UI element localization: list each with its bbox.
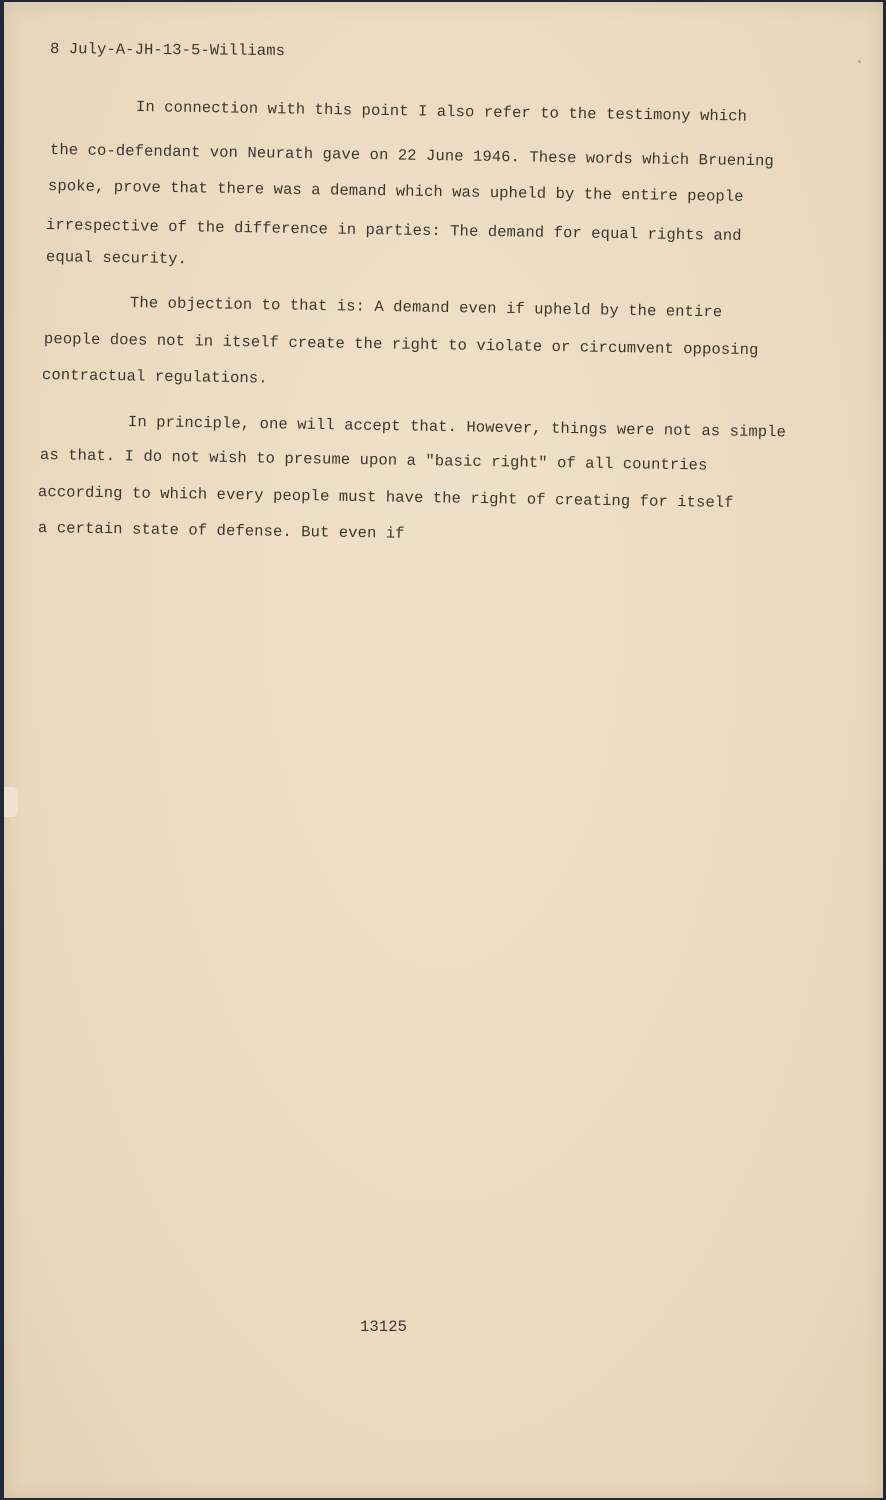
document-header: 8 July-A-JH-13-5-Williams (49, 40, 286, 61)
paper-speck (858, 60, 861, 63)
body-line: In principle, one will accept that. However, things were not as simple (127, 413, 787, 442)
body-line: as that. I do not wish to presume upon a "basic right" of all countries (39, 446, 708, 475)
page-number: 13125 (360, 1318, 408, 1336)
body-line: In connection with this point I also refer to the testimony which (135, 98, 748, 126)
body-line: the co-defendant von Neurath gave on 22 June 1946. These words which Bruening (49, 141, 774, 171)
body-line: The objection to that is: A demand even if upheld by the entire (129, 294, 723, 322)
body-line: spoke, prove that there was a demand which was upheld by the entire people (47, 177, 744, 206)
body-line: a certain state of defense. But even if (37, 519, 405, 543)
body-line: equal security. (45, 248, 188, 269)
body-line: people does not in itself create the right to violate or circumvent opposing (43, 330, 759, 360)
body-line: irrespective of the difference in parties: The demand for equal rights and (45, 216, 742, 245)
body-line: contractual regulations. (41, 366, 268, 388)
paper-edge-tear (4, 787, 18, 817)
body-line: according to which every people must have the right of creating for itself (37, 483, 734, 512)
